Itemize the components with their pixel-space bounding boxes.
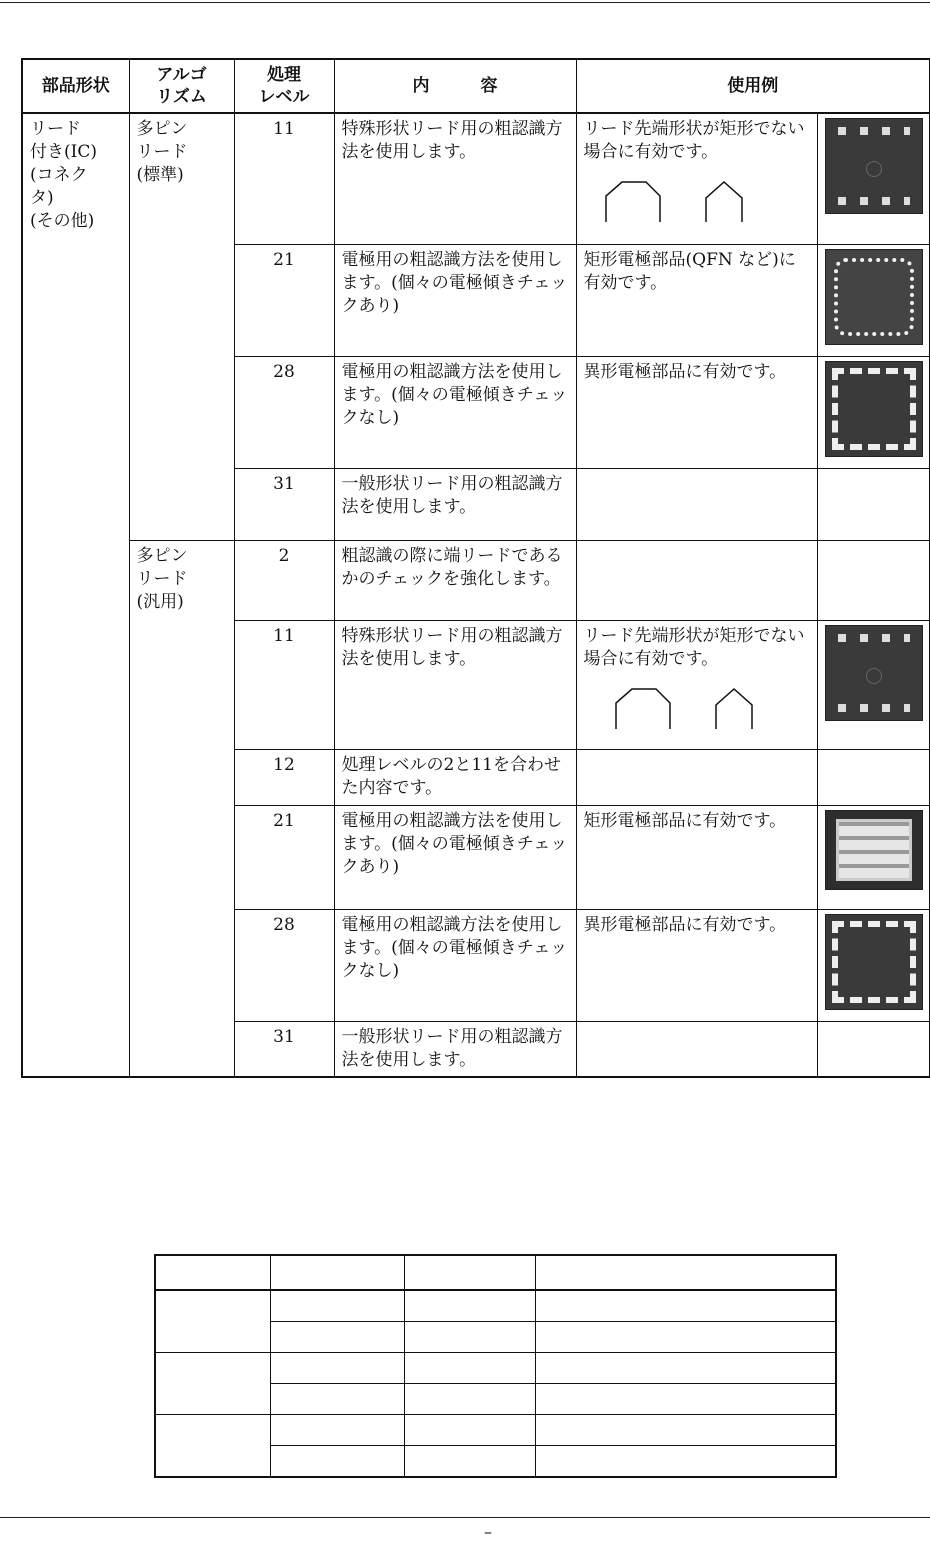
content-text: 一般形状リード用の粗認識方法を使用します。 — [334, 1021, 576, 1077]
example-image-cell — [817, 1021, 930, 1077]
empty-cell — [535, 1384, 836, 1415]
example-text — [576, 749, 817, 805]
empty-cell — [270, 1415, 404, 1446]
empty-cell — [535, 1255, 836, 1290]
empty-table-row — [155, 1415, 836, 1446]
empty-cell — [404, 1446, 535, 1478]
example-text — [576, 1021, 817, 1077]
example-text — [576, 113, 817, 244]
empty-cell — [270, 1353, 404, 1384]
level-value: 21 — [234, 244, 334, 356]
example-image-cell — [817, 468, 930, 540]
example-text: 矩形電極部品(QFN など)に有効です。 — [576, 244, 817, 356]
shape-label: リード 付き(IC) (コネク タ) (その他) — [22, 113, 129, 1077]
page-number: – — [484, 1522, 492, 1541]
table-row — [22, 540, 930, 620]
level-value: 31 — [234, 468, 334, 540]
soic-chip-image — [825, 118, 923, 214]
level-value: 31 — [234, 1021, 334, 1077]
empty-cell — [270, 1446, 404, 1478]
empty-cell — [404, 1353, 535, 1384]
example-image-cell — [817, 540, 930, 620]
content-text: 電極用の粗認識方法を使用します。(個々の電極傾きチェックなし) — [334, 909, 576, 1021]
example-image-cell — [817, 909, 930, 1021]
content-text: 特殊形状リード用の粗認識方法を使用します。 — [334, 620, 576, 749]
content-text: 一般形状リード用の粗認識方法を使用します。 — [334, 468, 576, 540]
header-level: 処理 レベル — [234, 59, 334, 113]
empty-cell — [404, 1384, 535, 1415]
top-rule — [0, 2, 930, 3]
empty-cell — [270, 1384, 404, 1415]
content-text: 特殊形状リード用の粗認識方法を使用します。 — [334, 113, 576, 244]
empty-cell — [404, 1322, 535, 1353]
content-text: 電極用の粗認識方法を使用します。(個々の電極傾きチェックあり) — [334, 805, 576, 909]
empty-cell — [155, 1290, 270, 1353]
example-image-cell — [817, 113, 930, 244]
content-text: 電極用の粗認識方法を使用します。(個々の電極傾きチェックなし) — [334, 356, 576, 468]
lead-shape-icon — [602, 178, 772, 224]
header-content: 内 容 — [334, 59, 576, 113]
grid-electrode-chip-image — [825, 810, 923, 890]
level-value: 12 — [234, 749, 334, 805]
header-algorithm: アルゴ リズム — [129, 59, 234, 113]
algorithm-label: 多ピン リード (汎用) — [129, 540, 234, 1077]
empty-cell — [535, 1415, 836, 1446]
empty-cell — [270, 1290, 404, 1322]
example-text: 異形電極部品に有効です。 — [576, 356, 817, 468]
lead-shape-icon — [602, 685, 772, 731]
header-shape: 部品形状 — [22, 59, 129, 113]
example-text — [576, 620, 817, 749]
empty-cell — [270, 1322, 404, 1353]
level-value: 11 — [234, 113, 334, 244]
level-value: 11 — [234, 620, 334, 749]
soic-chip-image — [825, 625, 923, 721]
example-description: リード先端形状が矩形でない場合に有効です。 — [583, 625, 805, 669]
odd-electrode-chip-image — [825, 361, 923, 457]
example-text: 矩形電極部品に有効です。 — [576, 805, 817, 909]
example-image-cell — [817, 620, 930, 749]
algorithm-label: 多ピン リード (標準) — [129, 113, 234, 540]
level-value: 28 — [234, 356, 334, 468]
content-text: 処理レベルの2と11を合わせた内容です。 — [334, 749, 576, 805]
empty-cell — [535, 1322, 836, 1353]
empty-cell — [535, 1446, 836, 1478]
table-row — [22, 113, 930, 244]
example-description: リード先端形状が矩形でない場合に有効です。 — [583, 119, 805, 162]
content-text: 粗認識の際に端リードであるかのチェックを強化します。 — [334, 540, 576, 620]
empty-cell — [404, 1290, 535, 1322]
bottom-rule — [0, 1517, 930, 1518]
example-image-cell — [817, 749, 930, 805]
example-image-cell — [817, 356, 930, 468]
example-image-cell — [817, 244, 930, 356]
content-text: 電極用の粗認識方法を使用します。(個々の電極傾きチェックあり) — [334, 244, 576, 356]
empty-table-row — [155, 1353, 836, 1384]
level-value: 21 — [234, 805, 334, 909]
example-text — [576, 468, 817, 540]
empty-cell — [155, 1255, 270, 1290]
empty-cell — [155, 1353, 270, 1415]
empty-cell — [270, 1255, 404, 1290]
qfn-chip-image — [825, 249, 923, 345]
example-image-cell — [817, 805, 930, 909]
processing-level-table — [21, 58, 930, 1078]
example-text: 異形電極部品に有効です。 — [576, 909, 817, 1021]
empty-cell — [404, 1415, 535, 1446]
empty-table-header-row — [155, 1255, 836, 1290]
empty-table-row — [155, 1290, 836, 1322]
empty-cell — [404, 1255, 535, 1290]
example-text — [576, 540, 817, 620]
empty-table — [154, 1254, 837, 1478]
odd-electrode-chip-image — [825, 914, 923, 1010]
empty-cell — [155, 1415, 270, 1478]
level-value: 2 — [234, 540, 334, 620]
header-example: 使用例 — [576, 59, 930, 113]
lead-shape-diagram — [584, 685, 810, 731]
level-value: 28 — [234, 909, 334, 1021]
lead-shape-diagram — [584, 178, 810, 224]
empty-cell — [535, 1353, 836, 1384]
empty-cell — [535, 1290, 836, 1322]
